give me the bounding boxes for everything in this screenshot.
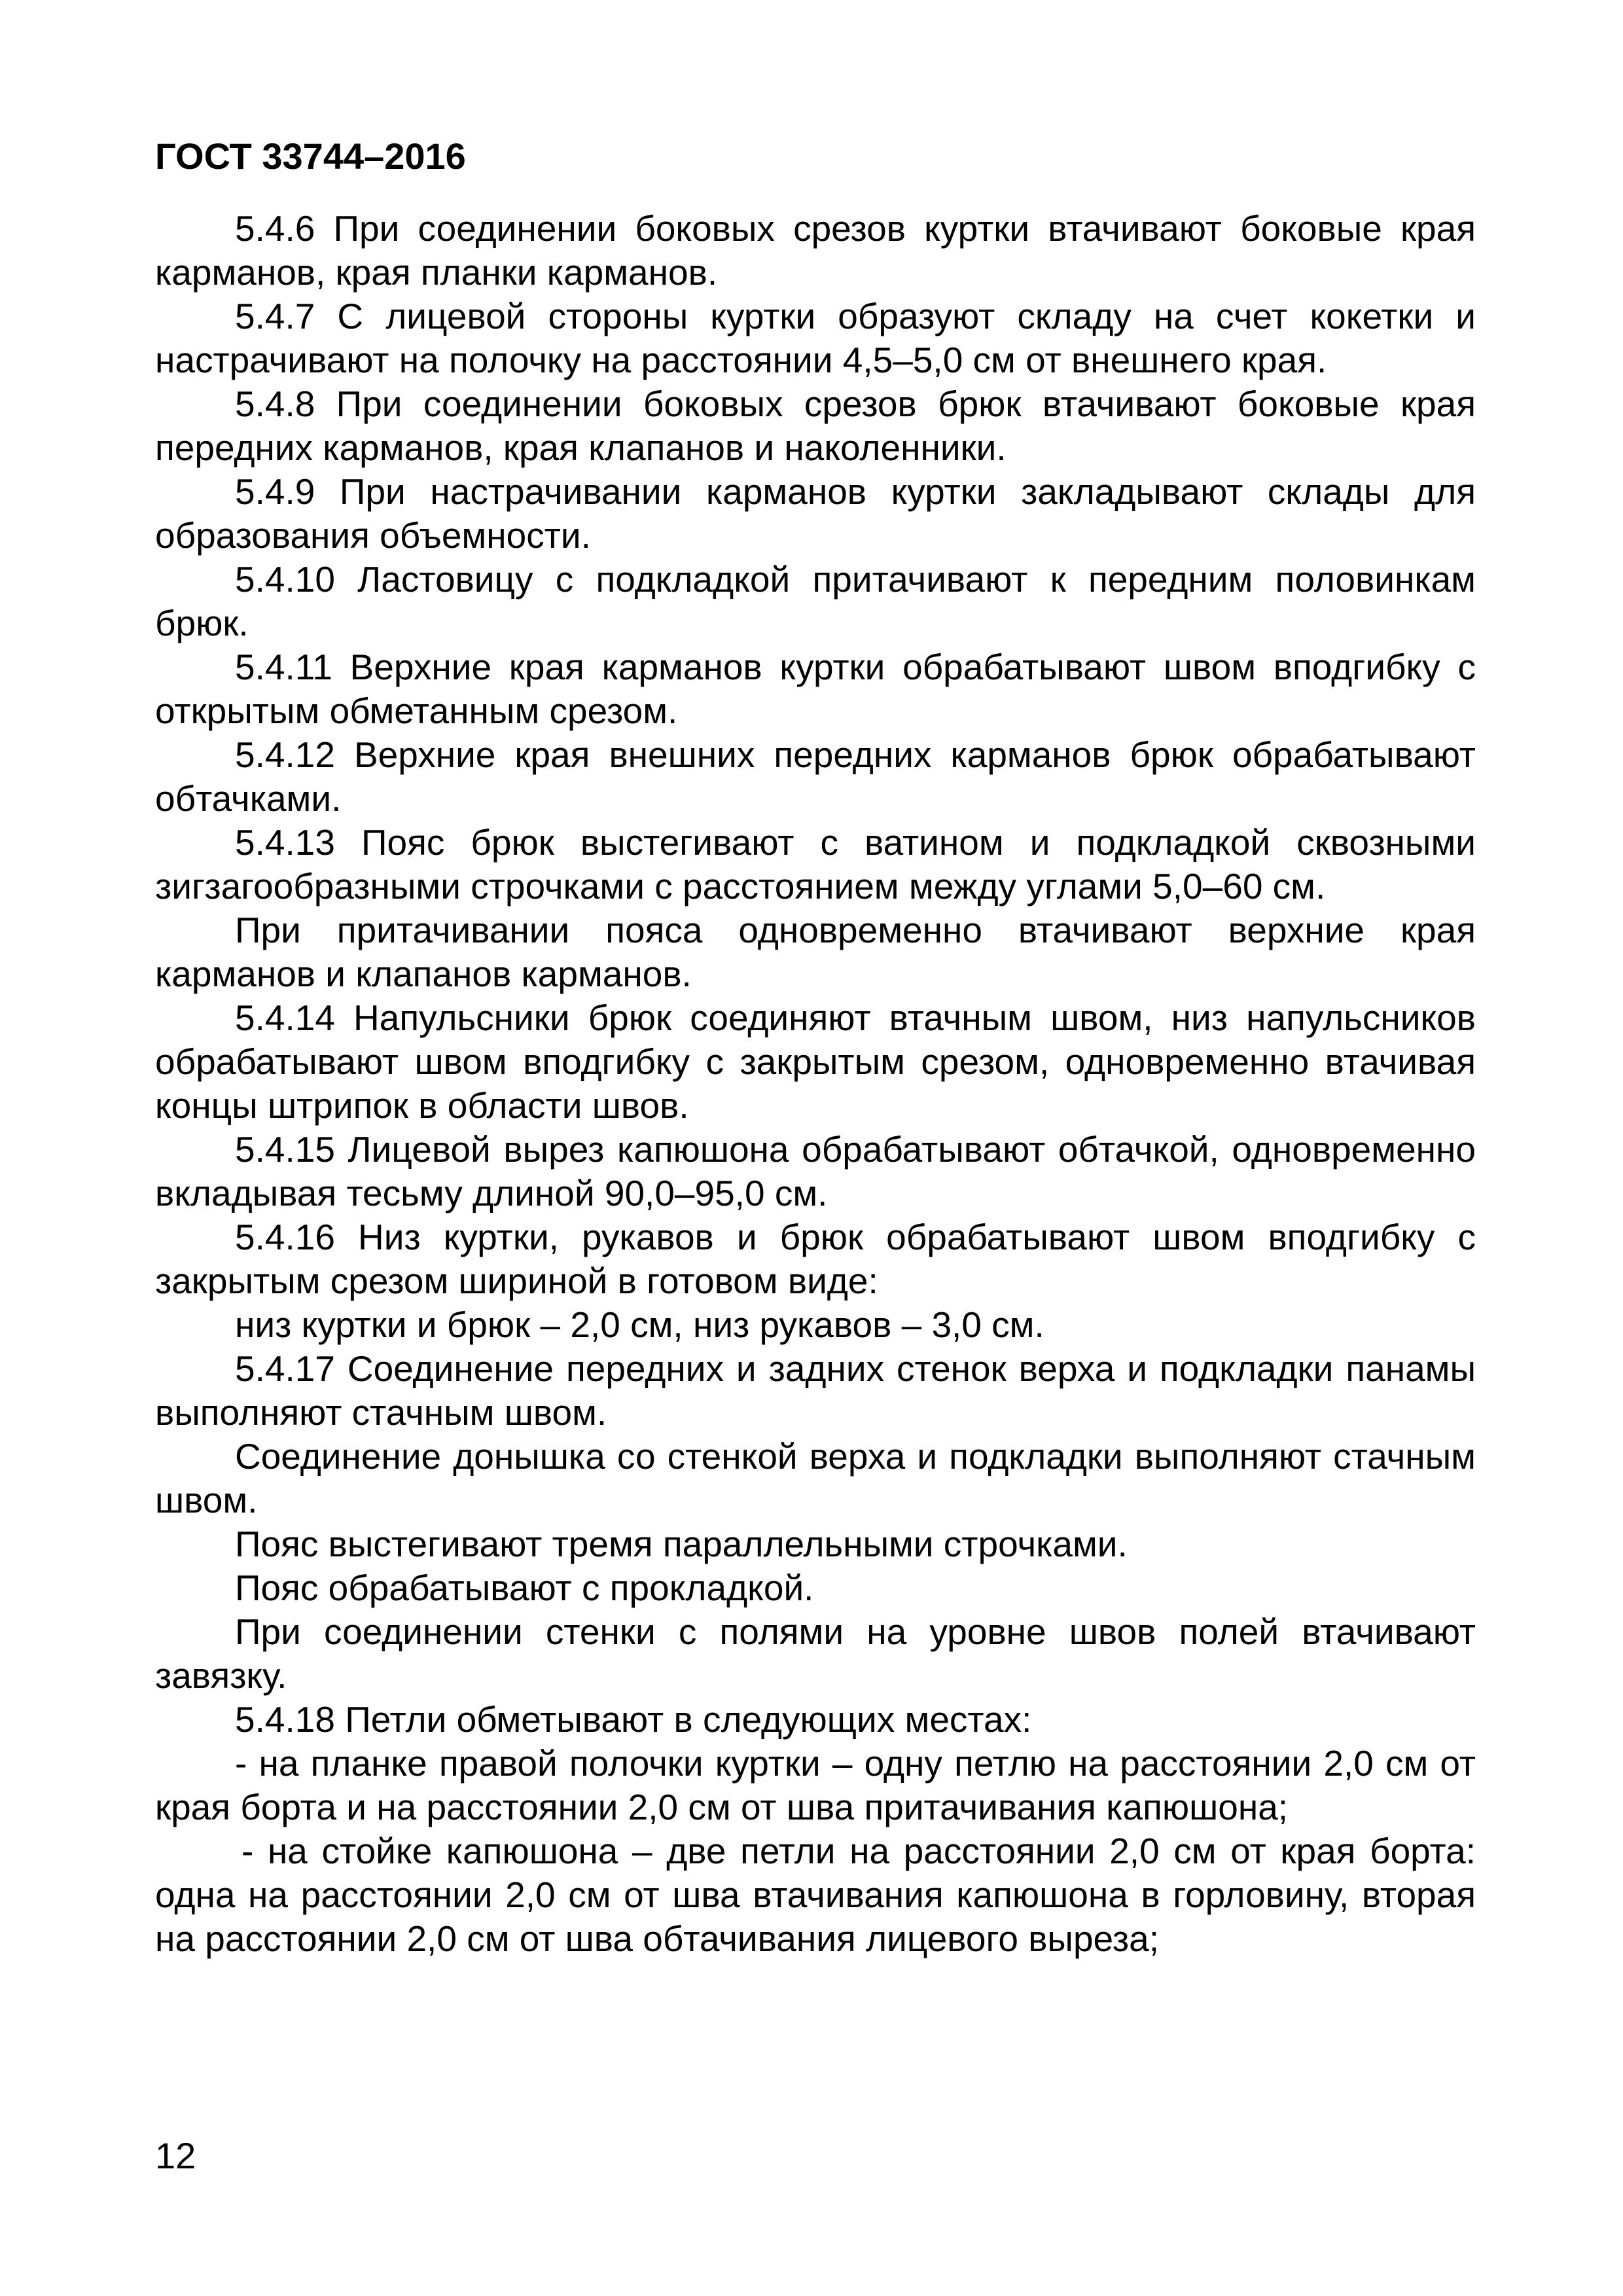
paragraph-5-4-6: 5.4.6 При соединении боковых срезов куртки втачивают боковые края карманов, края планки карманов.: [155, 208, 1476, 293]
paragraph-5-4-8: 5.4.8 При соединении боковых срезов брюк втачивают боковые края передних карманов, края клапанов и наколенники.: [155, 384, 1476, 468]
paragraph-5-4-13: 5.4.13 Пояс брюк выстегивают с ватином и подкладкой сквозными зигзагообразными строчками с расстоянием между углами 5,0–60 см.: [155, 822, 1476, 906]
paragraph-5-4-15: 5.4.15 Лицевой вырез капюшона обрабатывают обтачкой, одновременно вкладывая тесьму длиной 90,0–95,0 см.: [155, 1129, 1476, 1213]
paragraph-5-4-17-cont-2: Пояс выстегивают тремя параллельными строчками.: [235, 1524, 1128, 1564]
paragraph-5-4-12: 5.4.12 Верхние края внешних передних карманов брюк обрабатывают обтачками.: [155, 734, 1476, 819]
list-item-hood-stand: - на стойке капюшона – две петли на расстоянии 2,0 см от края борта: одна на расстоянии 2,0 см от шва втачивания капюшона в горловину, вторая на расстоянии 2,0 см от шва обтачивания лицевого выреза;: [155, 1831, 1476, 1959]
paragraph-5-4-18: 5.4.18 Петли обметывают в следующих местах:: [235, 1699, 1032, 1740]
paragraph-5-4-13-cont: При притачивании пояса одновременно втачивают верхние края карманов и клапанов карманов.: [155, 910, 1476, 994]
paragraph-5-4-17-cont-3: Пояс обрабатывают с прокладкой.: [235, 1568, 814, 1608]
paragraph-5-4-17: 5.4.17 Соединение передних и задних стенок верха и подкладки панамы выполняют стачным швом.: [155, 1348, 1476, 1433]
paragraph-5-4-17-cont-4: При соединении стенки с полями на уровне швов полей втачивают завязку.: [155, 1611, 1476, 1696]
paragraph-5-4-17-cont-1: Соединение донышка со стенкой верха и подкладки выполняют стачным швом.: [155, 1436, 1476, 1520]
paragraph-5-4-10: 5.4.10 Ластовицу с подкладкой притачивают к передним половинкам брюк.: [155, 559, 1476, 643]
document-body: [155, 207, 1476, 1961]
list-item-placket: - на планке правой полочки куртки – одну петлю на расстоянии 2,0 см от края борта и на расстоянии 2,0 см от шва притачивания капюшона;: [155, 1743, 1476, 1827]
paragraph-5-4-14: 5.4.14 Напульсники брюк соединяют втачным швом, низ напульсников обрабатывают швом вподгибку с закрытым срезом, одновременно втачивая концы штрипок в области швов.: [155, 997, 1476, 1126]
paragraph-5-4-9: 5.4.9 При настрачивании карманов куртки закладывают склады для образования объемности.: [155, 471, 1476, 556]
page-number: 12: [155, 2135, 196, 2176]
document-header: ГОСТ 33744–2016: [155, 135, 466, 177]
paragraph-5-4-16-cont: низ куртки и брюк – 2,0 см, низ рукавов – 3,0 см.: [235, 1304, 1044, 1345]
paragraph-5-4-16: 5.4.16 Низ куртки, рукавов и брюк обрабатывают швом вподгибку с закрытым срезом шириной в готовом виде:: [155, 1217, 1476, 1301]
paragraph-5-4-11: 5.4.11 Верхние края карманов куртки обрабатывают швом вподгибку с открытым обметанным срезом.: [155, 647, 1476, 731]
paragraph-5-4-7: 5.4.7 С лицевой стороны куртки образуют складу на счет кокетки и настрачивают на полочку на расстоянии 4,5–5,0 см от внешнего края.: [155, 296, 1476, 380]
